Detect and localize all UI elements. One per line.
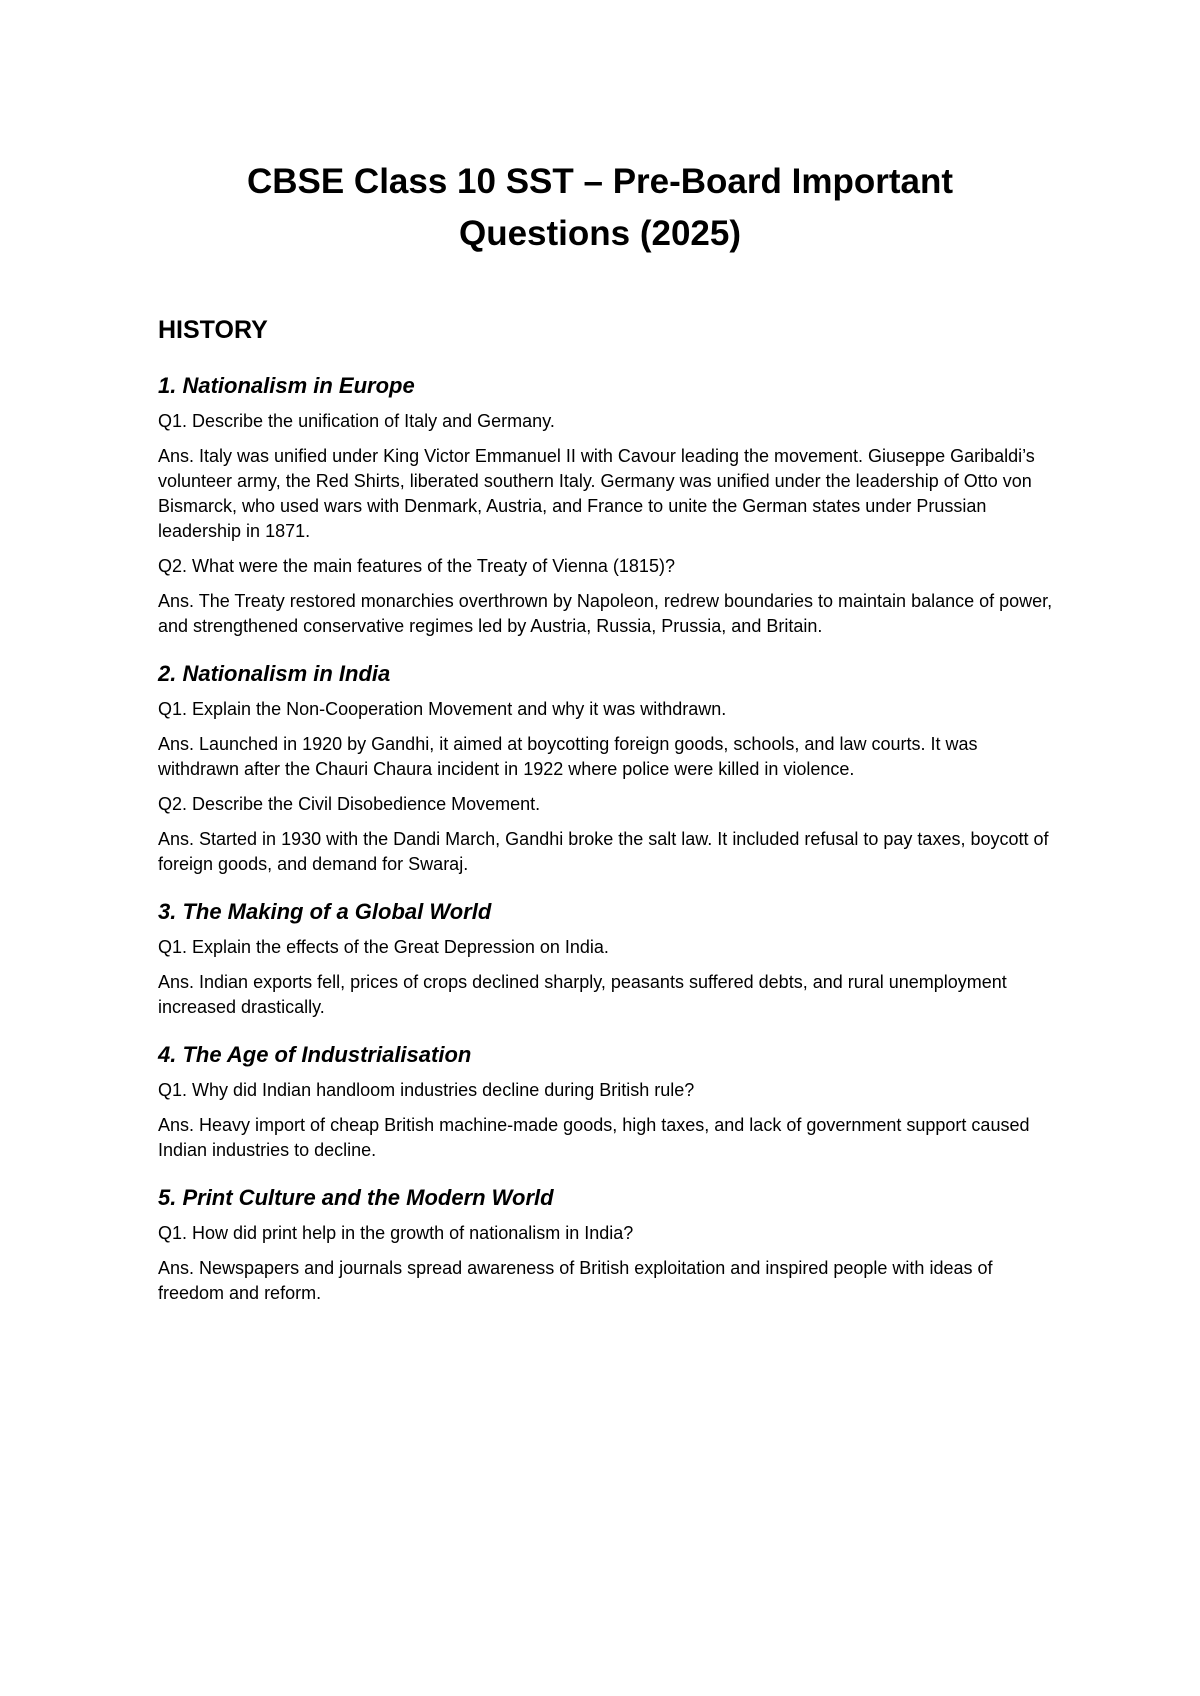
question: Q1. Explain the effects of the Great Depression on India. xyxy=(158,937,609,957)
question: Q1. Why did Indian handloom industries decline during British rule? xyxy=(158,1080,695,1100)
answer: Ans. Italy was unified under King Victor Emmanuel II with Cavour leading the movement. Giuseppe Garibaldi’s volunteer army, the Red Shirts, liberated southern Italy. Germany was unified under the leadership of Otto von Bismarck, who used wars with Denmark, Austria, and France to unite the German states under Prussian leadership in 1871. xyxy=(158,446,1035,541)
question: Q2. Describe the Civil Disobedience Movement. xyxy=(158,794,541,814)
topic-making-of-global-world xyxy=(158,897,1058,1020)
page-title xyxy=(160,156,1040,260)
answer: Ans. Indian exports fell, prices of crops declined sharply, peasants suffered debts, and rural unemployment increased drastically. xyxy=(158,972,1007,1017)
topic-title: 1. Nationalism in Europe xyxy=(158,373,415,398)
answer: Ans. Started in 1930 with the Dandi March, Gandhi broke the salt law. It included refusal to pay taxes, boycott of foreign goods, and demand for Swaraj. xyxy=(158,829,1049,874)
answer: Ans. The Treaty restored monarchies overthrown by Napoleon, redrew boundaries to maintain balance of power, and strengthened conservative regimes led by Austria, Russia, Prussia, and Britain. xyxy=(158,591,1053,636)
section-heading: HISTORY xyxy=(158,316,268,344)
question: Q1. Explain the Non-Cooperation Movement and why it was withdrawn. xyxy=(158,699,727,719)
topic-print-culture xyxy=(158,1183,1058,1306)
title-line-2: Questions (2025) xyxy=(458,214,742,253)
question: Q1. Describe the unification of Italy and Germany. xyxy=(158,411,555,431)
topic-title: 2. Nationalism in India xyxy=(158,661,391,686)
answer: Ans. Heavy import of cheap British machine-made goods, high taxes, and lack of government support caused Indian industries to decline. xyxy=(158,1115,1030,1160)
question: Q2. What were the main features of the Treaty of Vienna (1815)? xyxy=(158,556,675,576)
answer: Ans. Newspapers and journals spread awareness of British exploitation and inspired people with ideas of freedom and reform. xyxy=(158,1258,993,1303)
topic-title: 3. The Making of a Global World xyxy=(158,899,492,924)
topic-title: 4. The Age of Industrialisation xyxy=(158,1042,472,1067)
topic-age-of-industrialisation xyxy=(158,1040,1058,1163)
topics-container xyxy=(158,371,1058,1326)
topic-nationalism-in-india xyxy=(158,659,1058,877)
topic-title: 5. Print Culture and the Modern World xyxy=(158,1185,554,1210)
answer: Ans. Launched in 1920 by Gandhi, it aimed at boycotting foreign goods, schools, and law courts. It was withdrawn after the Chauri Chaura incident in 1922 where police were killed in violence. xyxy=(158,734,978,779)
title-line-1: CBSE Class 10 SST – Pre-Board Important xyxy=(246,162,954,201)
topic-nationalism-in-europe xyxy=(158,371,1058,639)
question: Q1. How did print help in the growth of nationalism in India? xyxy=(158,1223,634,1243)
